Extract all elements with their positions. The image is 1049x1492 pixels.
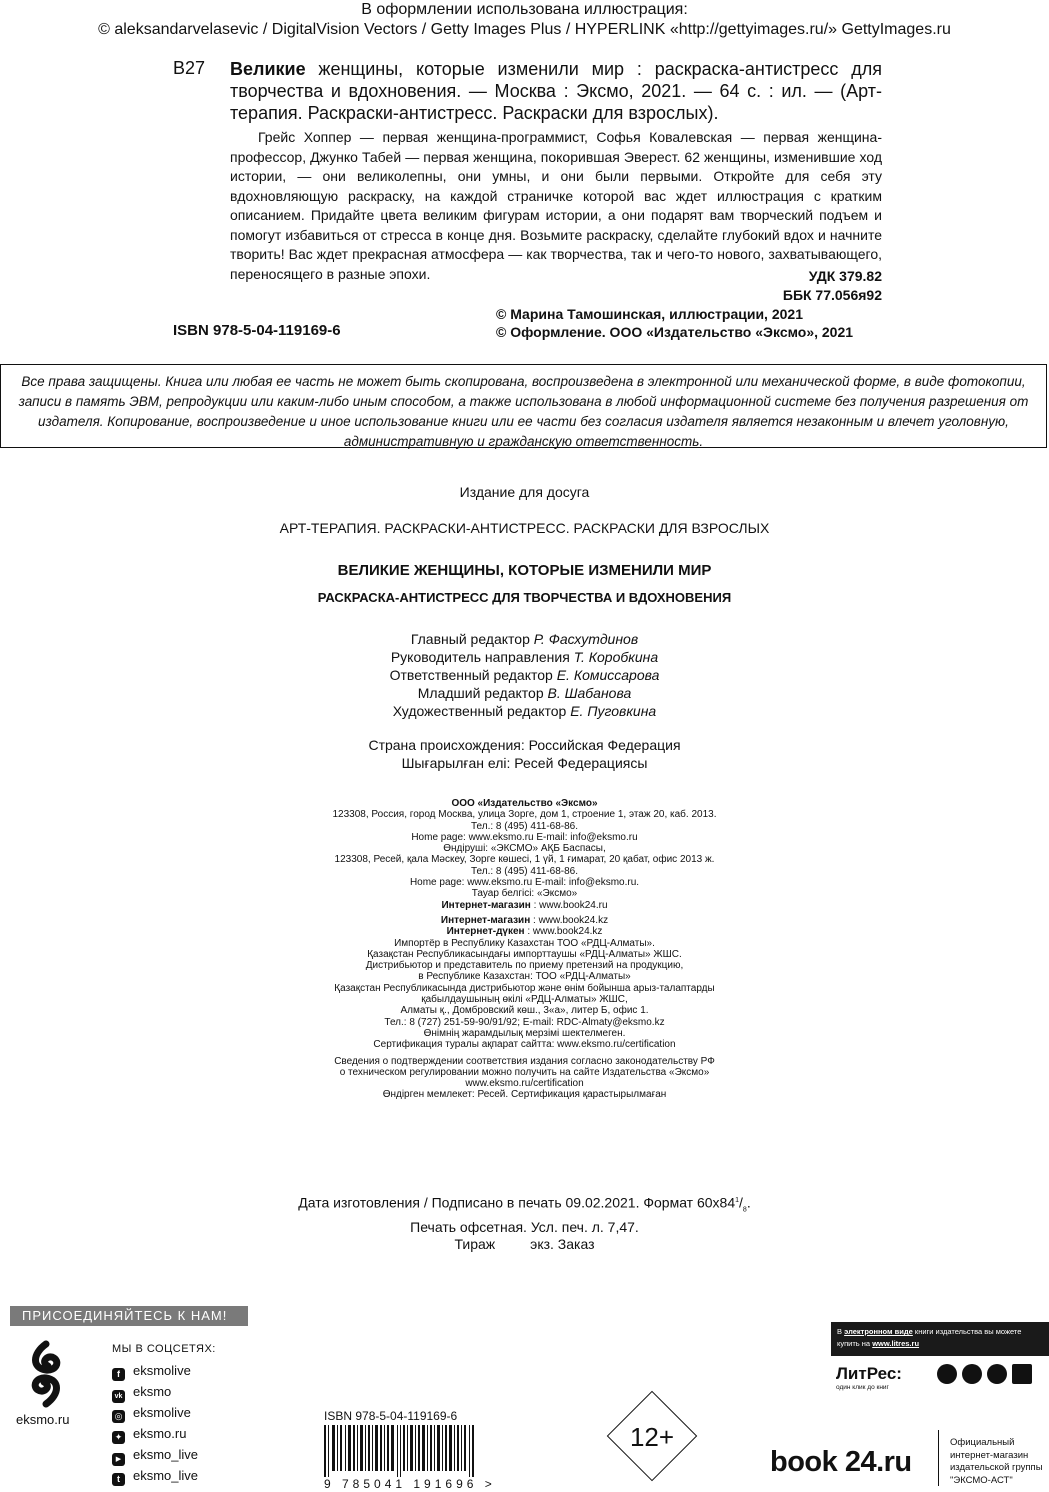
publisher-address-kz: 123308, Ресей, қала Мәскеу, Зорге көшесі, 1 үй, 1 ғимарат, 20 қабат, офис 2013 ж.: [334, 854, 715, 866]
social-link-youtube[interactable]: [112, 1445, 198, 1465]
book-subtitle: РАСКРАСКА-АНТИСТРЕСС ДЛЯ ТВОРЧЕСТВА И ВДОХНОВЕНИЯ: [317, 590, 732, 605]
staff-role: Младший редактор: [417, 685, 544, 701]
distributor-line2: в Республике Казахстан: ТОО «РДЦ-Алматы»: [418, 971, 631, 983]
copyright-illustrations: © Марина Тамошинская, иллюстрации, 2021: [496, 306, 803, 322]
publisher-maker-kz: Өндіруші: «ЭКСМО» АҚБ Баспасы,: [443, 843, 606, 855]
staff-row: [0, 684, 1049, 702]
staff-name: Р. Фасхутдинов: [533, 631, 639, 647]
social-link-instagram[interactable]: [112, 1403, 191, 1423]
shop-label: Интернет-магазин: [441, 899, 531, 911]
bib-title-bold: Великие: [230, 59, 306, 79]
print-line3: Тираж экз. Заказ: [454, 1236, 595, 1253]
bib-description: [230, 58, 882, 124]
format-fraction-den: 8: [742, 1206, 747, 1214]
publisher-tel: Тел.: 8 (495) 411-68-86.: [470, 865, 579, 877]
shop-url: : www.book24.kz: [524, 926, 603, 938]
country-of-origin: [0, 736, 1049, 772]
staff-name: Е. Комиссарова: [556, 667, 660, 683]
print-line1-end: .: [746, 1194, 751, 1211]
origin-kz: Шығарылған елі: Ресей Федерациясы: [401, 755, 648, 771]
almaty-address: Алматы қ., Домбровский көш., 3«а», литер Б, офис 1.: [400, 1005, 649, 1017]
litres-lead: В: [837, 1327, 843, 1336]
litres-text: книги издательства вы можете купить на: [837, 1327, 1022, 1348]
trademark: Тауар белгісі: «Эксмо»: [471, 888, 578, 900]
shop-label: Интернет-дүкен: [446, 926, 525, 938]
platform-icons: [937, 1364, 1037, 1389]
staff-list: [0, 630, 1049, 720]
social-label: eksmo_live: [133, 1447, 199, 1462]
litres-banner[interactable]: [831, 1322, 1049, 1356]
copyright-design: © Оформление. ООО «Издательство «Эксмо», 2021: [496, 324, 854, 340]
staff-row: [0, 630, 1049, 648]
book24-desc-line: интернет-магазин: [950, 1449, 1029, 1461]
illustration-credit-line1: В оформлении использована иллюстрация:: [361, 1, 688, 18]
litres-site: www.litres.ru: [872, 1339, 920, 1348]
publisher-name: ООО «Издательство «Эксмо»: [451, 798, 598, 809]
online-shop-ru: [0, 900, 1049, 911]
twitter-icon: t: [112, 1473, 125, 1486]
print-line1: Дата изготовления / Подписано в печать 09.02.2021. Формат $60x84^1/_8$.: [298, 1194, 751, 1214]
print-date-format: Дата изготовления / Подписано в печать 09.02.2021. Формат 60x84: [298, 1194, 736, 1211]
staff-role: Главный редактор: [410, 631, 530, 647]
book24-desc-line: издательской группы: [950, 1462, 1043, 1473]
format-fraction-num: 1: [735, 1197, 740, 1204]
series-name: АРТ-ТЕРАПИЯ. РАСКРАСКИ-АНТИСТРЕСС. РАСКРАСКИ ДЛЯ ВЗРОСЛЫХ: [279, 520, 770, 536]
apple-icon: [937, 1364, 957, 1384]
distributor: Дистрибьютор и представитель по приему претензий на продукцию,: [365, 960, 684, 972]
social-title: МЫ В СОЦСЕТЯХ:: [112, 1343, 216, 1355]
social-link-facebook[interactable]: [112, 1361, 191, 1381]
print-line2: Печать офсетная. Усл. печ. л. 7,47.: [410, 1218, 639, 1235]
staff-role: Руководитель направления: [390, 649, 570, 665]
social-label: eksmo.ru: [133, 1426, 187, 1441]
isbn: ISBN 978-5-04-119169-6: [173, 322, 341, 339]
bbk-code: ББК 77.056я92: [782, 287, 882, 303]
social-label: eksmolive: [133, 1363, 191, 1378]
book24-description: [950, 1437, 1043, 1487]
conformity-line1: Сведения о подтверждении соответствия издания согласно законодательству РФ: [334, 1055, 715, 1067]
social-label: eksmo: [133, 1384, 172, 1399]
join-us-banner: ПРИСОЕДИНЯЙТЕСЬ К НАМ!: [10, 1306, 248, 1326]
staff-row: [0, 702, 1049, 720]
youtube-icon: ▶: [112, 1453, 125, 1466]
age-rating-text: 12+: [629, 1422, 675, 1452]
staff-name: В. Шабанова: [547, 685, 632, 701]
online-shop-kz: [0, 915, 1049, 926]
book-title: ВЕЛИКИЕ ЖЕНЩИНЫ, КОТОРЫЕ ИЗМЕНИЛИ МИР: [337, 562, 712, 579]
distributor-kz: Қазақстан Республикасында дистрибьютор және өнім бойынша арыз-талаптарды: [334, 982, 715, 994]
edition-type: Издание для досуга: [459, 484, 590, 500]
shop-url: : www.book24.kz: [530, 914, 609, 926]
social-link-eksmo[interactable]: [112, 1424, 186, 1444]
book24-desc-line: "ЭКСМО-АСТ": [950, 1474, 1013, 1486]
origin-ru: Страна происхождения: Российская Федерация: [368, 737, 681, 753]
litres-logo: ЛитРес:: [836, 1364, 902, 1383]
litres-tagline: один клик до книг: [836, 1384, 889, 1391]
staff-row: [0, 666, 1049, 684]
publisher-contacts: Home page: www.eksmo.ru E-mail: info@eksmo.ru.: [409, 877, 640, 889]
rights-notice: Все права защищены. Книга или любая ее часть не может быть скопирована, воспроизведена в электронной или механической форме, в виде фотокопии, записи в память ЭВМ, репродукции или каким-либо иным способом, а также использована в любой информационной системе без получения разрешения от издателя. Копирование, воспроизведение и иное использование книги или ее части без согласия издателя является незаконным и влечет уголовную, административную и гражданскую ответственность.: [0, 364, 1047, 448]
staff-row: [0, 648, 1049, 666]
publisher-address-ru: 123308, Россия, город Москва, улица Зорге, дом 1, строение 1, этаж 20, каб. 2013.: [332, 809, 717, 821]
publisher-info: [0, 798, 1049, 1101]
illustration-credit-line2: © aleksandarvelasevic / DigitalVision Vectors / Getty Images Plus / HYPERLINK «http://gettyimages.ru/» GettyImages.ru: [98, 21, 951, 38]
publisher-contacts: Home page: www.eksmo.ru E-mail: info@eksmo.ru: [411, 831, 638, 843]
barcode-bars: [324, 1425, 476, 1477]
book24-desc-line: Официальный: [950, 1437, 1015, 1448]
barcode-isbn: ISBN 978-5-04-119169-6: [324, 1409, 458, 1423]
windows-phone-icon: [987, 1364, 1007, 1384]
certification-info: Сертификация туралы ақпарат сайтта: www.eksmo.ru/certification: [373, 1039, 676, 1051]
importer-kz: Қазақстан Республикасындағы импорттаушы «РДЦ-Алматы» ЖШС.: [367, 948, 682, 960]
staff-role: Художественный редактор: [392, 703, 567, 719]
distributor-kz-line2: қабылдаушының өкілі «РДЦ-Алматы» ЖШС,: [421, 994, 628, 1006]
print-info: [0, 1192, 1049, 1254]
udk-code: УДК 379.82: [808, 268, 882, 284]
importer: Импортёр в Республику Казахстан ТОО «РДЦ-Алматы».: [394, 937, 655, 949]
social-label: eksmolive: [133, 1405, 191, 1420]
conformity-line4: Өндірген мемлекет: Ресей. Сертификация қарастырылмаған: [382, 1089, 667, 1101]
vk-icon: vk: [112, 1390, 125, 1403]
social-label: eksmo_live: [133, 1468, 199, 1483]
android-icon: [962, 1364, 982, 1384]
book24-logo[interactable]: book 24.ru: [770, 1446, 912, 1478]
book24-divider: [938, 1430, 939, 1486]
staff-name: Е. Пуговкина: [570, 703, 657, 719]
illustration-credit: [0, 0, 1049, 40]
conformity-line2: о техническом регулировании можно получить на сайте Издательства «Эксмо»: [339, 1066, 710, 1078]
eksmo-logo-icon: [22, 1340, 70, 1408]
staff-role: Ответственный редактор: [389, 667, 553, 683]
social-link-vk[interactable]: [112, 1382, 171, 1402]
bib-description-rest: женщины, которые изменили мир : раскраска-антистресс для творчества и вдохновения. — Москва : Эксмо, 2021. — 64 с. : ил. — (Арт-терапия. Раскраски-антистресс. Раскраски для взрослых).: [230, 59, 882, 123]
conformity-line3: www.eksmo.ru/certification: [465, 1078, 584, 1090]
almaty-contacts: Тел.: 8 (727) 251-59-90/91/92; E-mail: RDC-Almaty@eksmo.kz: [384, 1016, 665, 1028]
annotation: Грейс Хоппер — первая женщина-программист, Софья Ковалевская — первая женщина-профессор, Джунко Табей — первая женщина, покорившая Эверест. 62 женщины, изменившие ход истории, — они великолепны, они умны, и они были первыми. Откройте для себя эту вдохновляющую раскраску, на каждой страничке которой вас ждет иллюстрация с кратким описанием. Придайте цвета великим фигурам истории, а они подарят вам творческий подъем и помогут избавиться от стресса в конце дня. Возьмите раскраску, сделайте глубокий вдох и начните творить! Вас ждет прекрасная атмосфера — как творчества, так и чего-то нового, захватывающего, переносящего в разные эпохи.: [230, 129, 882, 282]
shop-url: : www.book24.ru: [530, 899, 608, 911]
barcode-digits: 9 785041 191696 >: [324, 1477, 496, 1491]
eksmo-icon: ✦: [112, 1431, 125, 1444]
litres-link: электронном виде: [844, 1327, 913, 1336]
shelf-life: Өнімнің жарамдылық мерзімі шектелмеген.: [423, 1027, 626, 1039]
facebook-icon: f: [112, 1368, 125, 1381]
social-link-twitter[interactable]: [112, 1466, 198, 1486]
bib-code: В27: [173, 58, 206, 78]
age-rating: [606, 1390, 698, 1482]
eksmo-site[interactable]: eksmo.ru: [16, 1412, 70, 1427]
online-shop-kz-kazakh: [0, 926, 1049, 937]
publisher-tel: Тел.: 8 (495) 411-68-86.: [470, 820, 579, 832]
windows-icon: [1012, 1364, 1032, 1384]
shop-label: Интернет-магазин: [440, 914, 531, 926]
staff-name: Т. Коробкина: [573, 649, 659, 665]
instagram-icon: ◎: [112, 1410, 125, 1423]
